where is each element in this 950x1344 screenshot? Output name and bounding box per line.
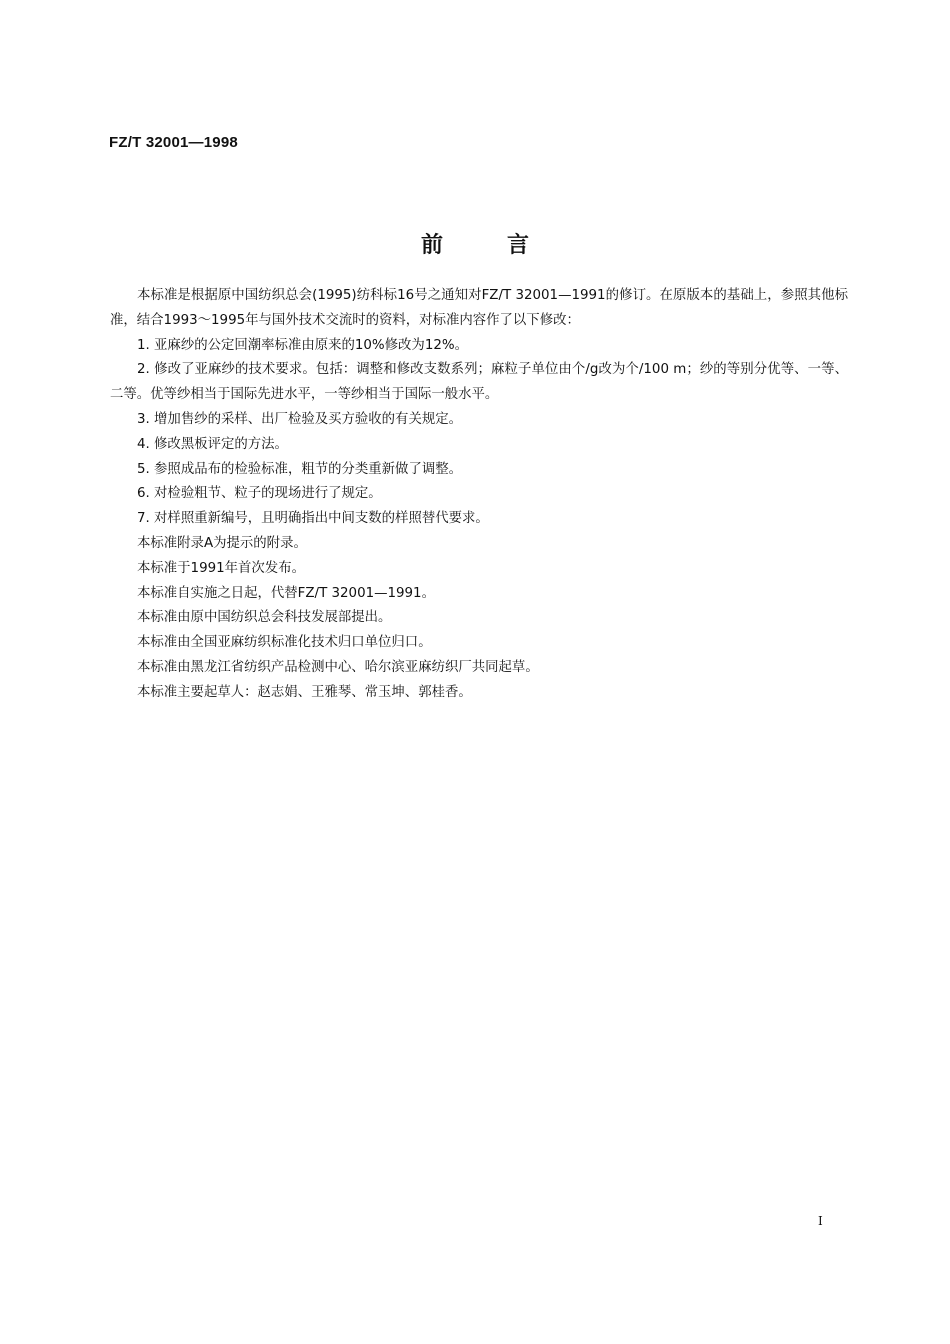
- paragraph-first-release: 本标准于1991年首次发布。: [137, 560, 305, 576]
- paragraph-item-5: 5. 参照成品布的检验标准，粗节的分类重新做了调整。: [137, 461, 463, 477]
- paragraph-appendix: 本标准附录A为提示的附录。: [137, 535, 307, 551]
- paragraph-proposed-by: 本标准由原中国纺织总会科技发展部提出。: [137, 610, 392, 626]
- paragraph-main-drafters: 本标准主要起草人：赵志娟、王雅琴、常玉坤、郭桂香。: [137, 684, 472, 700]
- page-title: 前言: [420, 233, 593, 258]
- standard-code: FZ/T 32001—1998: [109, 134, 238, 151]
- paragraph-replaces: 本标准自实施之日起，代替FZ/T 32001—1991。: [137, 585, 435, 601]
- paragraph-intro: 本标准是根据原中国纺织总会(1995)纺科标16号之通知对FZ/T 32001—1991的修订。在原版本的基础上，参照其他标准，结合1993～1995年与国外技术交流时的资料，对标准内容作了以下修改：: [110, 288, 848, 328]
- paragraph-item-4: 4. 修改黑板评定的方法。: [137, 436, 288, 452]
- foreword-body: [110, 284, 848, 706]
- page-number: I: [818, 1214, 823, 1228]
- paragraph-centralized-by: 本标准由全国亚麻纺织标准化技术归口单位归口。: [137, 635, 432, 651]
- paragraph-item-2: 2. 修改了亚麻纱的技术要求。包括：调整和修改支数系列；麻粒子单位由个/g改为个/100 m；纱的等别分优等、一等、二等。优等纱相当于国际先进水平，一等纱相当于国际一般水平。: [110, 362, 848, 403]
- paragraph-item-3: 3. 增加售纱的采样、出厂检验及买方验收的有关规定。: [137, 411, 463, 427]
- paragraph-item-1: 1. 亚麻纱的公定回潮率标准由原来的10%修改为12%。: [137, 337, 468, 353]
- paragraph-item-7: 7. 对样照重新编号，且明确指出中间支数的样照替代要求。: [137, 511, 489, 527]
- paragraph-item-6: 6. 对检验粗节、粒子的现场进行了规定。: [137, 486, 382, 502]
- paragraph-drafted-by: 本标准由黑龙江省纺织产品检测中心、哈尔滨亚麻纺织厂共同起草。: [137, 659, 539, 675]
